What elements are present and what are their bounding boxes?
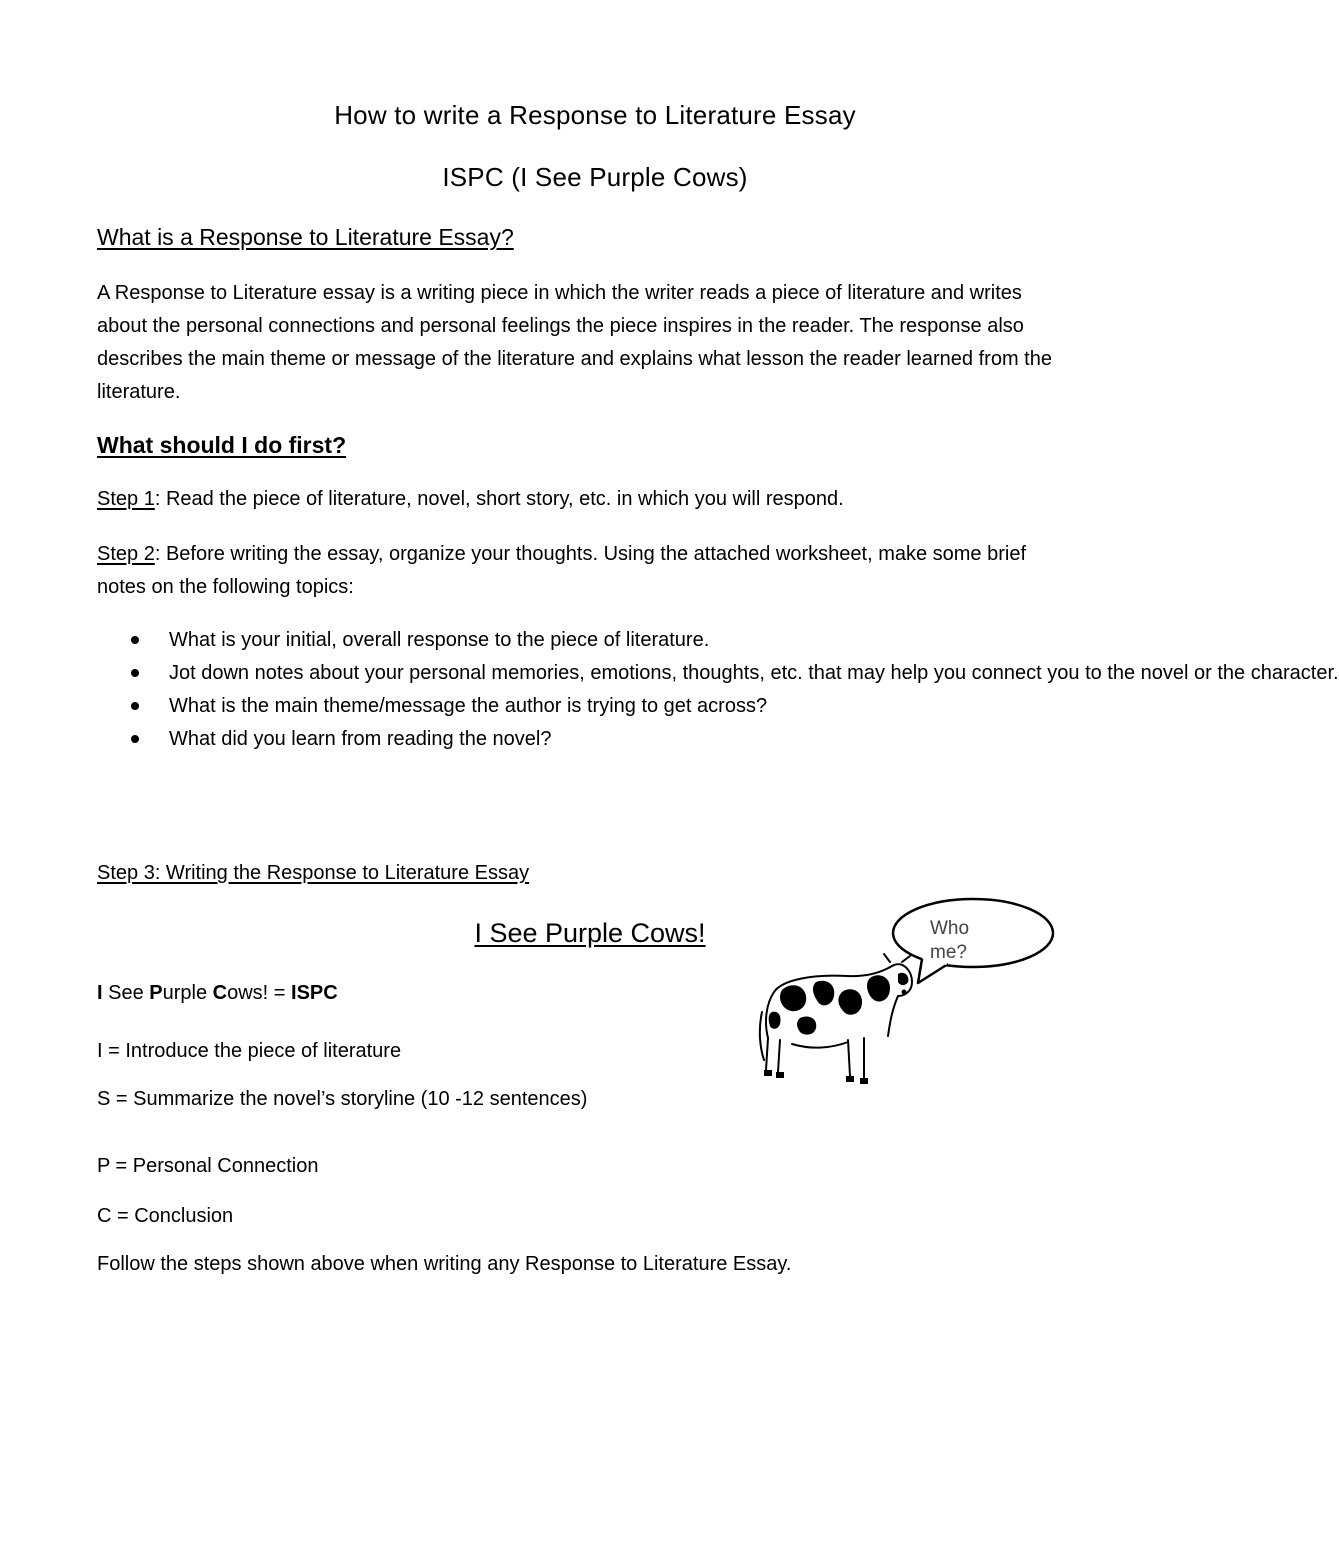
cow-icon bbox=[752, 952, 920, 1094]
line-introduce: I = Introduce the piece of literature bbox=[97, 1040, 402, 1062]
step-1-label: Step 1 bbox=[97, 488, 155, 510]
list-item: What is your initial, overall response to the piece of literature. bbox=[97, 624, 1057, 657]
list-item: What is the main theme/message the author is trying to get across? bbox=[97, 690, 1057, 723]
step-3-heading: Step 3: Writing the Response to Literature Essay bbox=[97, 862, 530, 884]
list-item: What did you learn from reading the novel? bbox=[97, 723, 1057, 756]
step-1-text: : Read the piece of literature, novel, short story, etc. in which you will respond. bbox=[154, 488, 844, 510]
section-heading-first: What should I do first? bbox=[97, 432, 347, 458]
bullet-icon bbox=[131, 669, 139, 677]
line-summarize: S = Summarize the novel’s storyline (10 -12 sentences) bbox=[97, 1088, 588, 1110]
ispc-acronym-line: I See Purple Cows! = ISPC bbox=[97, 982, 338, 1004]
step-2-text: : Before writing the essay, organize your thoughts. Using the attached worksheet, make some brief notes on the following topics: bbox=[97, 543, 1027, 598]
document-title: How to write a Response to Literature Essay bbox=[334, 100, 856, 130]
step-2 bbox=[97, 538, 1057, 604]
list-item: Jot down notes about your personal memories, emotions, thoughts, etc. that may help you connect you to the novel or the character. bbox=[97, 657, 1057, 690]
section-heading-what-is: What is a Response to Literature Essay? bbox=[97, 224, 514, 250]
topics-list bbox=[97, 624, 1339, 756]
line-personal: P = Personal Connection bbox=[97, 1155, 319, 1177]
closing-sentence: Follow the steps shown above when writing any Response to Literature Essay. bbox=[97, 1253, 792, 1275]
bullet-icon bbox=[131, 636, 139, 644]
line-conclusion: C = Conclusion bbox=[97, 1205, 234, 1227]
cows-heading: I See Purple Cows! bbox=[474, 918, 706, 948]
document-subtitle: ISPC (I See Purple Cows) bbox=[442, 162, 748, 192]
step-2-label: Step 2 bbox=[97, 543, 155, 565]
bubble-text-who: Who bbox=[930, 918, 970, 939]
intro-paragraph: A Response to Literature essay is a writing piece in which the writer reads a piece of literature and writes about the personal connections and personal feelings the piece inspires in the reader. The response also describes the main theme or message of the literature and explains what lesson the reader learned from the literature. bbox=[97, 282, 1052, 403]
bullet-icon bbox=[131, 735, 139, 743]
step-1 bbox=[97, 488, 844, 511]
bullet-icon bbox=[131, 702, 139, 710]
bubble-text-me: me? bbox=[930, 942, 967, 963]
